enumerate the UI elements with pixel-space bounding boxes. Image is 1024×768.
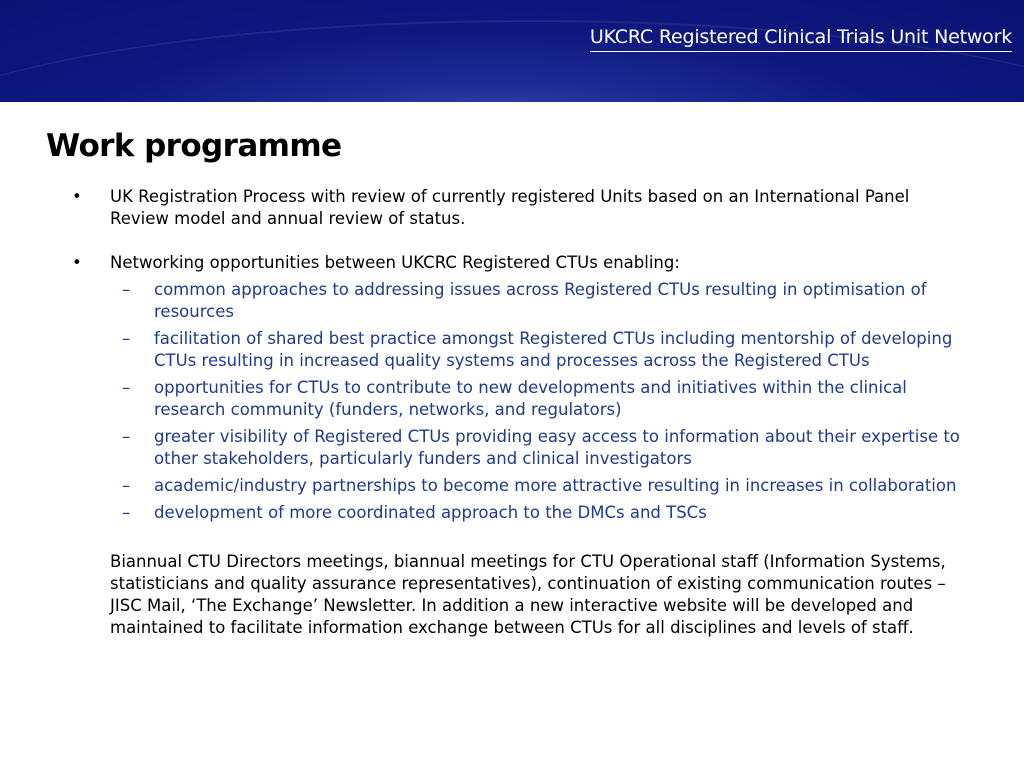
dash-marker: – [122,503,131,522]
dash-marker: – [122,378,131,397]
sub-bullet-text: development of more coordinated approach to the DMCs and TSCs [154,503,707,522]
sub-bullet-text: academic/industry partnerships to become more attractive resulting in increases in collaboration [154,476,957,495]
header-banner [0,0,1024,102]
banner-title: UKCRC Registered Clinical Trials Unit Network [590,26,1012,52]
bullet-text: Networking opportunities between UKCRC Registered CTUs enabling: [110,253,680,272]
bullet-item [72,252,972,274]
sub-bullet-item [72,377,972,421]
sub-bullet-item [72,328,972,372]
sub-bullet-item [72,502,972,524]
sub-bullet-text: common approaches to addressing issues across Registered CTUs resulting in optimisation of resources [154,280,927,321]
slide-content [72,186,972,639]
bullet-marker: • [72,187,82,206]
spacer [72,230,972,252]
sub-bullet-item [72,475,972,497]
sub-bullet-text: opportunities for CTUs to contribute to new developments and initiatives within the clinical research community (funders, networks, and regulators) [154,378,907,419]
bullet-marker: • [72,253,82,272]
dash-marker: – [122,427,131,446]
spacer [72,529,972,551]
bullet-text: UK Registration Process with review of currently registered Units based on an International Panel Review model and annual review of status. [110,187,910,228]
sub-bullet-item [72,279,972,323]
dash-marker: – [122,476,131,495]
sub-bullet-item [72,426,972,470]
sub-bullet-text: greater visibility of Registered CTUs providing easy access to information about their expertise to other stakeholders, particularly funders and clinical investigators [154,427,960,468]
dash-marker: – [122,329,131,348]
page-title: Work programme [46,128,342,164]
sub-bullet-text: facilitation of shared best practice amongst Registered CTUs including mentorship of developing CTUs resulting in increased quality systems and processes across the Registered CTUs [154,329,953,370]
dash-marker: – [122,280,131,299]
closing-paragraph: Biannual CTU Directors meetings, biannual meetings for CTU Operational staff (Information Systems, statisticians and quality assurance representatives), continuation of existing communication routes – JISC Mail, ‘The Exchange’ Newsletter. In addition a new interactive website will be developed and maintained to facilitate information exchange between CTUs for all disciplines and levels of staff. [110,552,946,637]
bullet-item [72,186,972,230]
